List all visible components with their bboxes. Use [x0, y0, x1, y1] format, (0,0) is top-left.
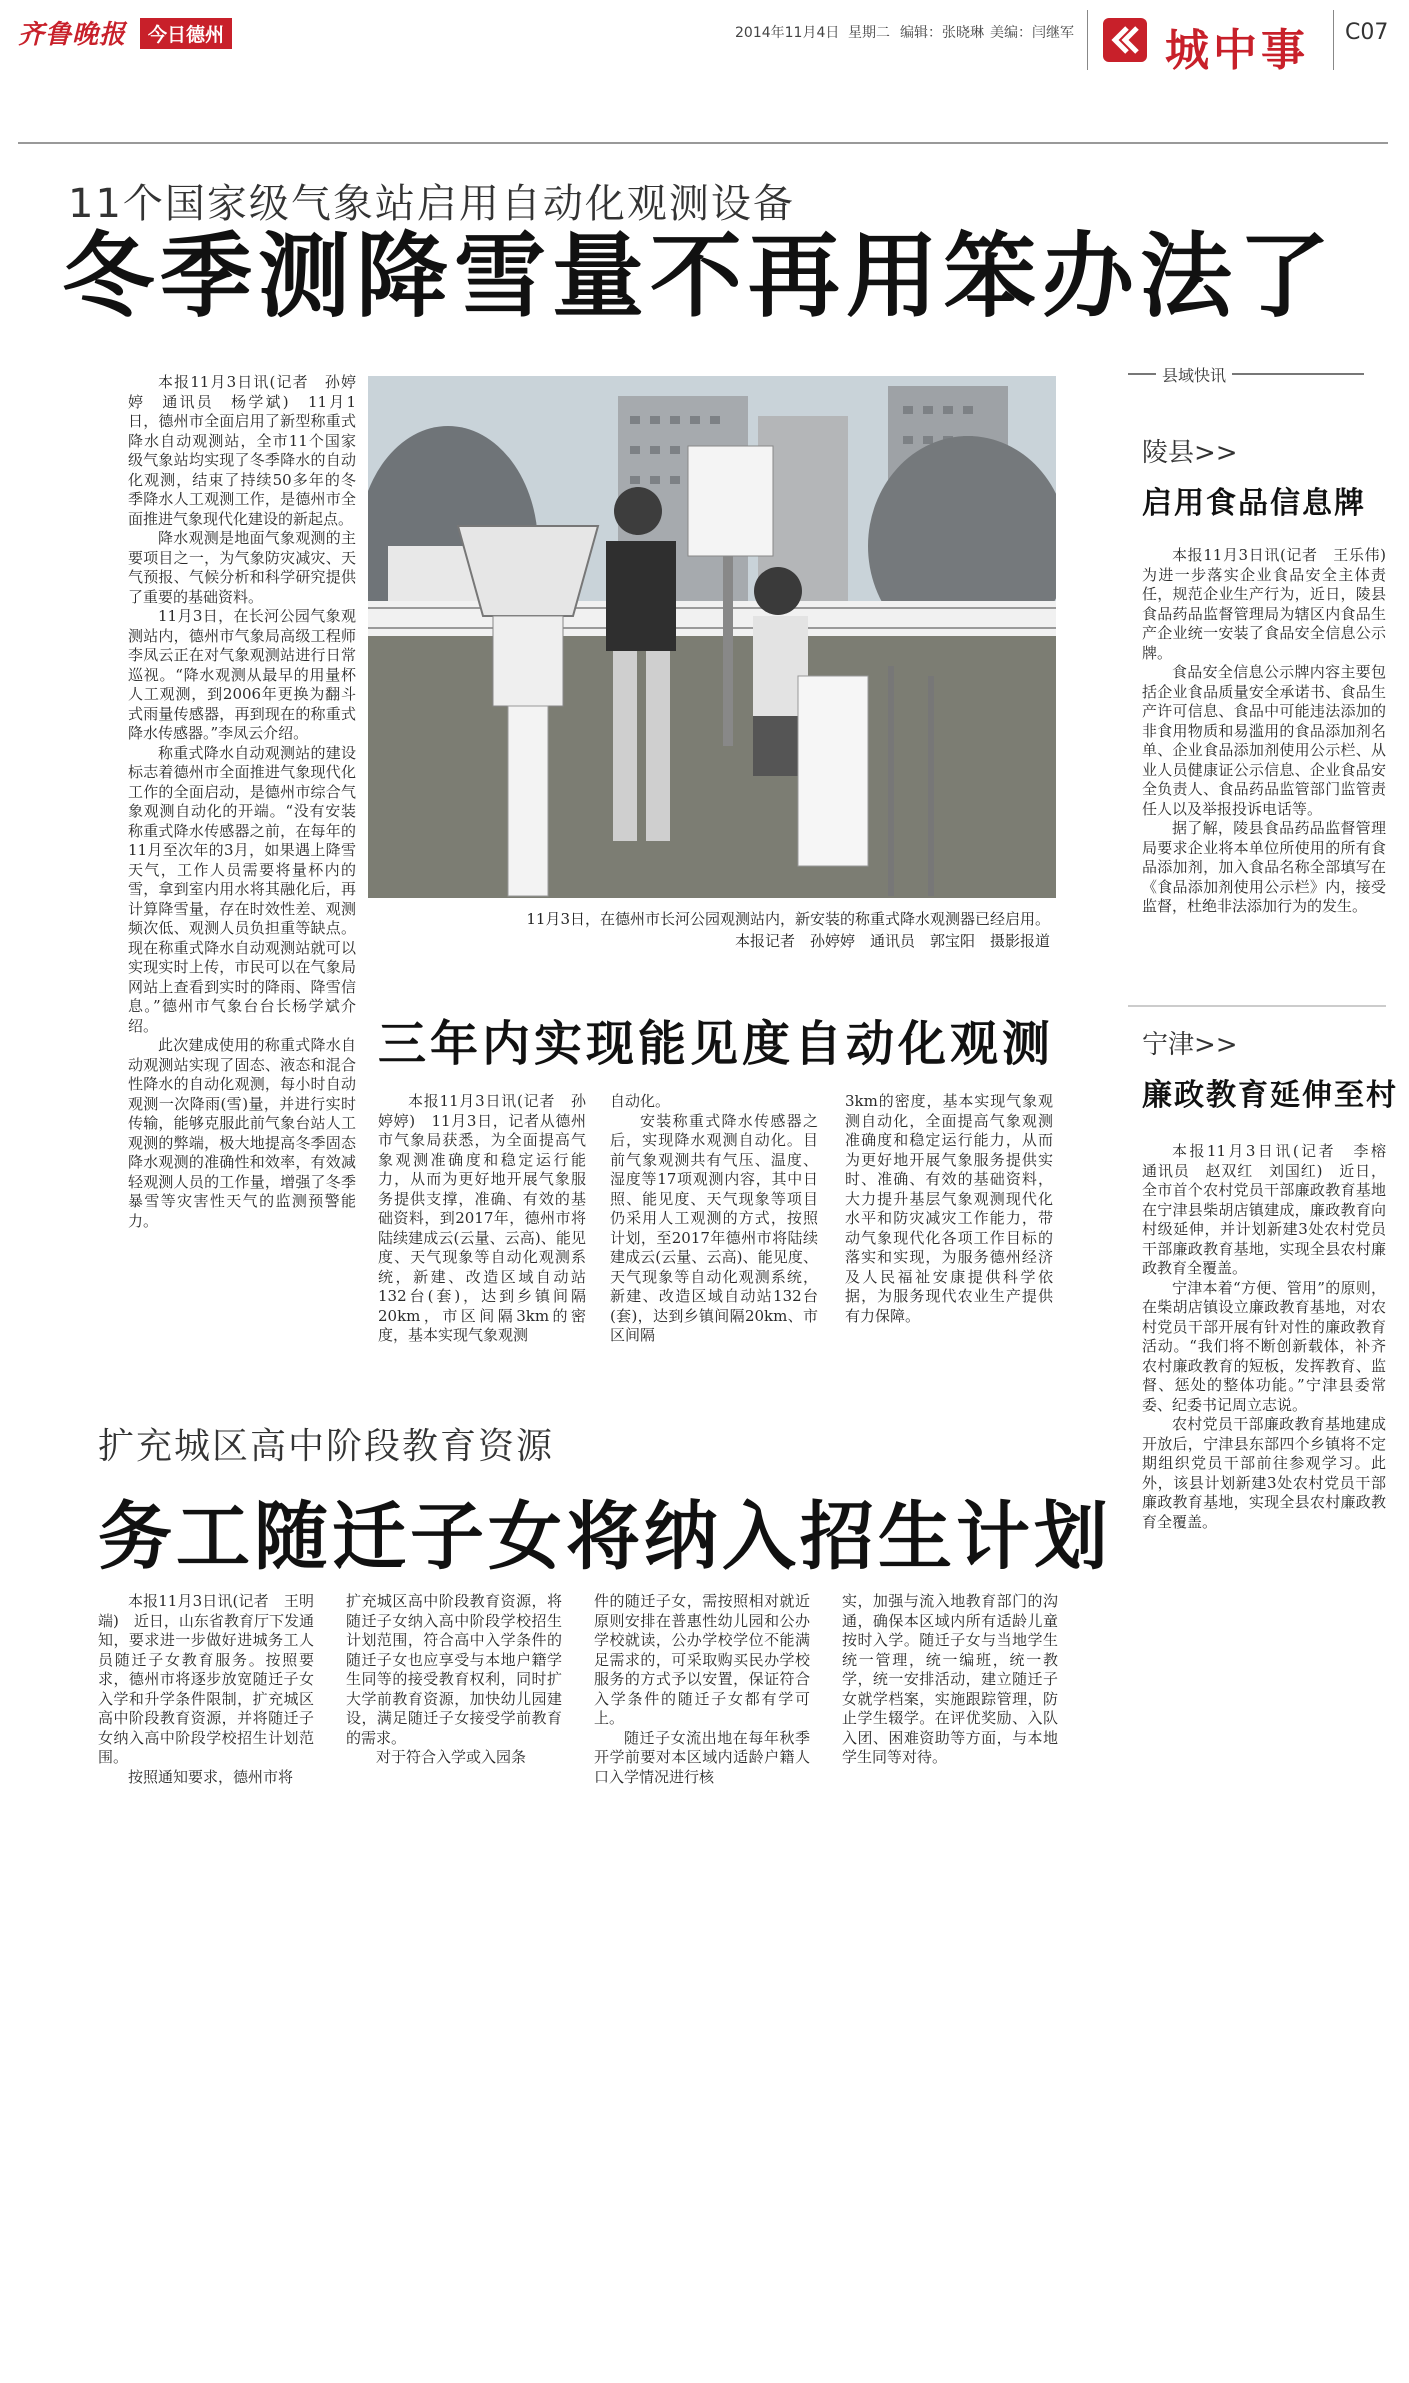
section-arrow-icon — [1103, 18, 1147, 62]
sidebar-headline: 廉政教育延伸至村 — [1142, 1078, 1398, 1113]
paragraph: 本报11月3日讯(记者 孙婷婷) 11月3日，记者从德州市气象局获悉，为全面提高气象观测准确度和稳定运行能力，从而为更好地开展气象服务提供支撑，准确、有效的基础资料，到2017年，德州市将陆续建成云(云量、云高)、能见度、天气现象等自动化观测系统，新建、改造区域自动站132台(套)，达到乡镇间隔20km，市区间隔3km的密度，基本实现气象观测 — [378, 1092, 586, 1344]
paragraph: 按照通知要求，德州市将 — [128, 1767, 294, 1786]
page-number: C07 — [1345, 20, 1389, 45]
lead-kicker: 11个国家级气象站启用自动化观测设备 — [68, 181, 795, 227]
paragraph: 宁津本着“方便、管用”的原则，在柴胡店镇设立廉政教育基地，对农村党员干部开展有针对性的廉政教育活动。“我们将不断创新载体，补齐农村廉政教育的短板，发挥教育、监督、惩处的整体功能。”宁津县委常委、纪委书记周立志说。 — [1142, 1278, 1386, 1414]
issue-date: 2014年11月4日 — [735, 25, 840, 41]
edu-kicker: 扩充城区高中阶段教育资源 — [98, 1426, 555, 1467]
paragraph: 本报11月3日讯(记者 王乐伟) 为进一步落实企业食品安全主体责任，规范企业生产行为，近日，陵县食品药品监督管理局为辖区内食品生产企业统一安装了食品安全信息公示牌。 — [1142, 546, 1402, 662]
edu-headline: 务工随迁子女将纳入招生计划 — [98, 1494, 1112, 1580]
paragraph: 本报11月3日讯(记者 王明端) 近日，山东省教育厅下发通知，要求进一步做好进城务工人员随迁子女教育服务。按照要求，德州市将逐步放宽随迁子女入学和升学条件限制，扩充城区高中阶段教育资源，并将随迁子女纳入高中阶段学校招生计划范围。 — [98, 1592, 314, 1766]
header-divider — [1087, 10, 1088, 70]
county-label: 陵县>> — [1142, 438, 1238, 468]
lead-photo — [368, 376, 1056, 898]
paragraph: 11月3日，在长河公园气象观测站内，德州市气象局高级工程师李凤云正在对气象观测站进行日常巡视。“降水观测从最早的用量杯人工观测，到2006年更换为翻斗式雨量传感器，再到现在的称重式降水传感器。”李凤云介绍。 — [128, 607, 356, 742]
county-label: 宁津>> — [1142, 1030, 1238, 1060]
edu-article-col-3 — [594, 1592, 810, 1787]
sidebar-article-1 — [1142, 546, 1402, 917]
sidebar-box-header — [1128, 365, 1364, 387]
photo-caption — [368, 908, 1050, 952]
paragraph: 本报11月3日讯(记者 李榕 通讯员 赵双红 刘国红) 近日，全市首个农村党员干部廉政教育基地在宁津县柴胡店镇建成，廉政教育向村级延伸，并计划新建3处农村党员干部廉政教育基地，实现全县农村廉政教育全覆盖。 — [1142, 1142, 1402, 1277]
edu-article-col-1 — [98, 1592, 314, 1787]
lead-article-body — [128, 373, 356, 1231]
paragraph: 随迁子女流出地在每年秋季开学前要对本区域内适龄户籍人口入学情况进行核 — [594, 1728, 810, 1786]
paragraph: 此次建成使用的称重式降水自动观测站实现了固态、液态和混合性降水的自动化观测，每小时自动观测一次降雨(雪)量，并进行实时传输，能够克服此前气象台站人工观测的弊端，极大地提高冬季固态降水观测的准确性和效率，有效减轻观测人员的工作量，增强了冬季暴雪等灾害性天气的监测预警能力。 — [128, 1036, 356, 1230]
paragraph: 件的随迁子女，需按照相对就近原则安排在普惠性幼儿园和公办学校就读，公办学校学位不能满足需求的，可采取购买民办学校服务的方式予以安置，保证符合入学条件的随迁子女都有学可上。 — [594, 1592, 810, 1727]
sub-article-col-3 — [845, 1092, 1053, 1326]
section-title: 城中事 — [1165, 25, 1309, 76]
sidebar-article-2 — [1142, 1142, 1402, 1532]
header-rule — [18, 142, 1388, 144]
designer-credit: 美编：闫继军 — [990, 25, 1074, 41]
edu-article-col-4 — [842, 1592, 1058, 1768]
paragraph: 称重式降水自动观测站的建设标志着德州市全面推进气象现代化工作的全面启动，是德州市综合气象观测自动化的开端。“没有安装称重式降水传感器之前，在每年的11月至次年的3月，如果遇上降雪天气，工作人员需要将量杯内的雪，拿到室内用水将其融化后，再计算降雪量，存在时效性差、观测频次低、观测人员负担重等缺点。现在称重式降水自动观测站就可以实现实时上传，市民可以在气象局网站上查看到实时的降雨、降雪信息。”德州市气象台台长杨学斌介绍。 — [128, 743, 356, 1035]
edu-article-col-2 — [346, 1592, 562, 1768]
paragraph: 3km的密度，基本实现气象观测自动化，全面提高气象观测准确度和稳定运行能力，从而为更好地开展气象服务提供实时、准确、有效的基础资料，大力提升基层气象观测现代化水平和防灾减灾工作能力，带动气象现代化各项工作目标的落实和实现，为服务德州经济及人民福祉安康提供科学依据，为服务现代农业生产提供有力保障。 — [845, 1092, 1053, 1325]
header-divider — [1333, 10, 1334, 70]
sub-article-col-2 — [610, 1092, 818, 1346]
newspaper-logo: 齐鲁晚报 — [18, 20, 127, 50]
lead-headline: 冬季测降雪量不再用笨办法了 — [62, 223, 1337, 330]
edition-tag: 今日德州 — [140, 18, 232, 49]
paragraph: 据了解，陵县食品药品监督管理局要求企业将本单位所使用的所有食品添加剂，加入食品名称全部填写在《食品添加剂使用公示栏》内，接受监督，杜绝非法添加行为的发生。 — [1142, 819, 1386, 915]
paragraph: 本报11月3日讯(记者 孙婷婷 通讯员 杨学斌) 11月1日，德州市全面启用了新型称重式降水自动观测站，全市11个国家级气象站均实现了冬季降水的自动化观测，结束了持续50多年的冬季降水人工观测工作，是德州市全面推进气象现代化建设的新起点。 — [128, 373, 356, 528]
editor-credit: 编辑：张晓琳 — [900, 25, 984, 41]
paragraph: 对于符合入学或入园条 — [376, 1748, 527, 1766]
sidebar-box-label: 县域快讯 — [1156, 363, 1232, 386]
paragraph: 农村党员干部廉政教育基地建成开放后，宁津县东部四个乡镇将不定期组织党员干部前往参观学习。此外，该县计划新建3处农村党员干部廉政教育基地，实现全县农村廉政教育全覆盖。 — [1142, 1415, 1386, 1531]
paragraph: 扩充城区高中阶段教育资源，将随迁子女纳入高中阶段学校招生计划范围，符合高中入学条件的随迁子女也应享受与本地户籍学生同等的接受教育权利，同时扩大学前教育资源，加快幼儿园建设，满足随迁子女接受学前教育的需求。 — [346, 1592, 562, 1747]
caption-line: 11月3日，在德州市长河公园观测站内，新安装的称重式降水观测器已经启用。 — [526, 910, 1050, 928]
paragraph: 食品安全信息公示牌内容主要包括企业食品质量安全承诺书、食品生产许可信息、食品中可能违法添加的非食用物质和易滥用的食品添加剂名单、企业食品添加剂使用公示栏、从业人员健康证公示信息、企业食品安全负责人、食品药品监管部门监管责任人以及举报投诉电话等。 — [1142, 663, 1386, 818]
photo-credit: 本报记者 孙婷婷 通讯员 郭宝阳 摄影报道 — [734, 932, 1050, 950]
divider — [1128, 1005, 1386, 1007]
paragraph: 安装称重式降水传感器之后，实现降水观测自动化。目前气象观测共有气压、温度、湿度等17项观测内容，其中日照、能见度、天气现象等项目仍采用人工观测的方式，按照计划，至2017年德州市将陆续建成云(云量、云高)、能见度、天气现象等自动化观测系统，新建、改造区域自动站132台(套)，达到乡镇间隔20km、市区间隔 — [610, 1111, 818, 1344]
paragraph: 降水观测是地面气象观测的主要项目之一，为气象防灾减灾、天气预报、气候分析和科学研究提供了重要的基础资料。 — [128, 529, 356, 606]
paragraph: 实，加强与流入地教育部门的沟通，确保本区域内所有适龄儿童按时入学。随迁子女与当地学生统一管理，统一编班，统一教学，统一安排活动，建立随迁子女就学档案，实施跟踪管理，防止学生辍学。在评优奖励、入队入团、困难资助等方面，与本地学生同等对待。 — [842, 1592, 1058, 1766]
issue-weekday: 星期二 — [848, 25, 890, 41]
sub-headline: 三年内实现能见度自动化观测 — [378, 1016, 1055, 1072]
paragraph: 自动化。 — [610, 1092, 671, 1110]
sidebar-headline: 启用食品信息牌 — [1142, 486, 1366, 521]
sub-article-col-1 — [378, 1092, 586, 1346]
